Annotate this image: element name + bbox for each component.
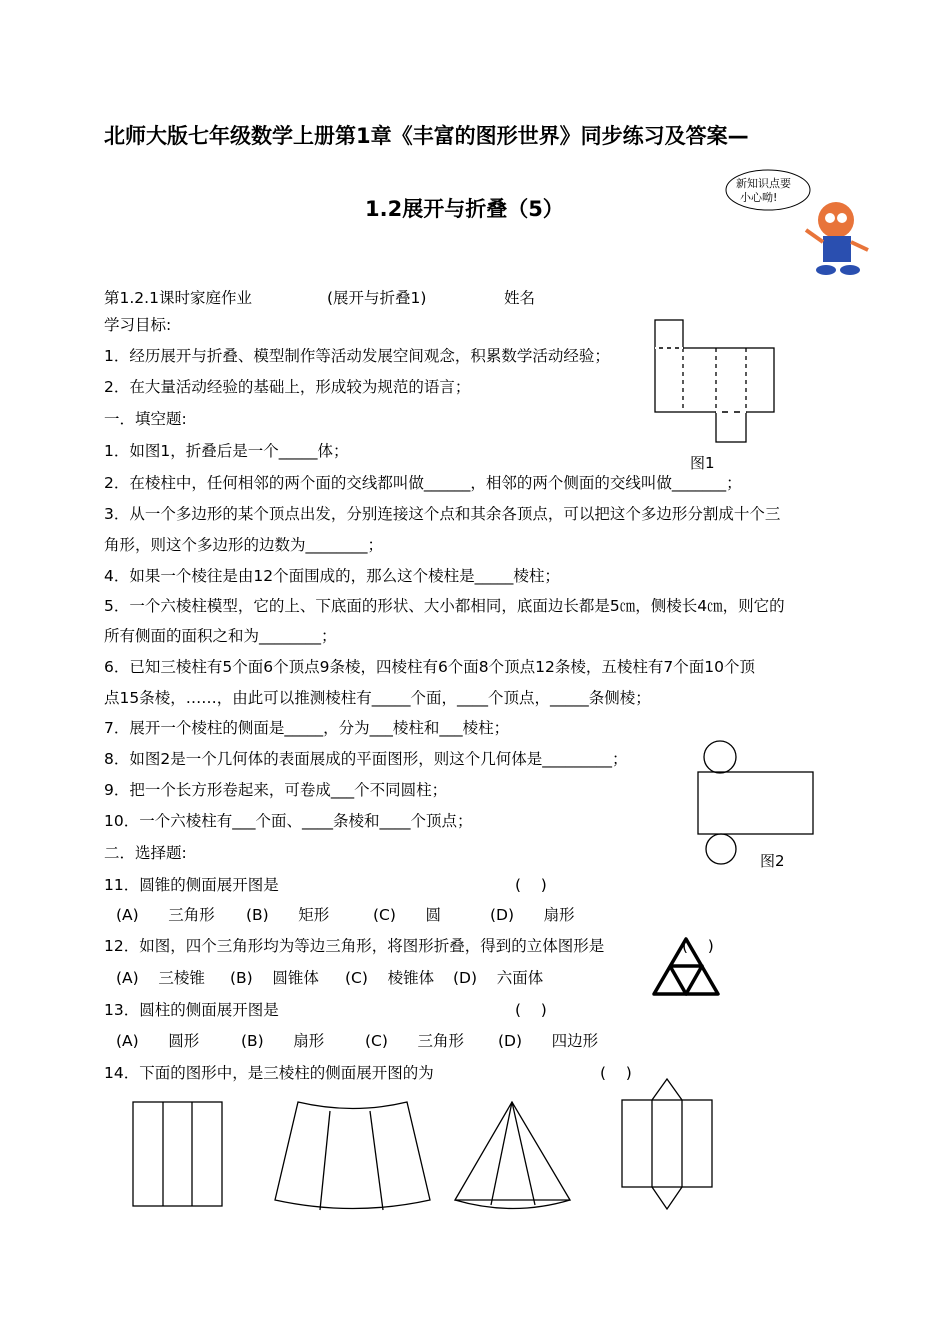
section-multiple-choice: 二．选择题: [104, 844, 187, 862]
question-8: 8．如图2是一个几何体的表面展成的平面图形，则这个几何体是_________； [104, 750, 628, 768]
q11-option-c: (C) 圆 [373, 906, 441, 924]
q14-figure-c [455, 1102, 570, 1209]
question-9: 9．把一个长方形卷起来，可卷成___个不同圆柱； [104, 781, 448, 799]
lesson-label: 第1.2.1课时家庭作业 [104, 289, 252, 307]
triangle-net-figure [650, 935, 722, 999]
figure-2-net [690, 738, 820, 868]
q14-figure-a [133, 1102, 222, 1206]
question-5-cont: 所有侧面的面积之和为________； [104, 627, 337, 645]
q11-option-a: (A) 三角形 [116, 906, 215, 924]
question-4: 4．如果一个棱往是由12个面围成的，那么这个棱柱是_____棱柱； [104, 567, 560, 585]
goal-1: 1．经历展开与折叠、模型制作等活动发展空间观念，积累数学活动经验； [104, 347, 610, 365]
goal-2: 2．在大量活动经验的基础上，形成较为规范的语言； [104, 378, 471, 396]
question-1: 1．如图1，折叠后是一个_____体； [104, 442, 349, 460]
q12-option-a: (A) 三棱锥 [116, 969, 205, 987]
question-5: 5．一个六棱柱模型，它的上、下底面的形状、大小都相同，底面边长都是5㎝，侧棱长4㎝，则它的 [104, 597, 785, 615]
question-3: 3．从一个多边形的某个顶点出发，分别连接这个点和其余各顶点，可以把这个多边形分割成十个三 [104, 505, 781, 523]
question-7: 7．展开一个棱柱的侧面是_____，分为___棱柱和___棱柱； [104, 719, 510, 737]
q14-figures [125, 1075, 725, 1215]
figure-1-caption: 图1 [690, 454, 715, 472]
q13-option-d: (D) 四边形 [498, 1032, 599, 1050]
q11-option-d: (D) 扇形 [490, 906, 575, 924]
figure-1-net [650, 315, 780, 445]
question-12: 12．如图，四个三角形均为等边三角形，将图形折叠，得到的立体图形是 [104, 937, 605, 955]
name-label: 姓名 [504, 289, 536, 307]
svg-text:小心呦!: 小心呦! [740, 191, 778, 204]
answer-paren-12: ( ) [682, 937, 714, 955]
question-3-cont: 角形，则这个多边形的边数为________； [104, 536, 384, 554]
question-6: 6．已知三棱柱有5个面6个顶点9条棱，四棱柱有6个面8个顶点12条棱，五棱柱有7个面10个顶 [104, 658, 755, 676]
goals-label: 学习目标: [104, 316, 172, 334]
question-13: 13．圆柱的侧面展开图是 [104, 1001, 279, 1019]
q14-figure-d [622, 1079, 712, 1209]
q14-figure-b [275, 1102, 430, 1210]
answer-paren-11: ( ) [515, 876, 547, 894]
answer-paren-13: ( ) [515, 1001, 547, 1019]
question-6-cont: 点15条棱，……，由此可以推测棱柱有_____个面，____个顶点，_____条侧棱； [104, 689, 651, 707]
answer-paren-14: ( ) [600, 1064, 632, 1082]
question-10: 10．一个六棱柱有___个面、____条棱和____个顶点； [104, 812, 473, 830]
mascot-bubble-text: 新知识点要 [736, 177, 791, 190]
topic-label: (展开与折叠1) [327, 289, 427, 307]
doc-subtitle: 1.2展开与折叠（5） [365, 197, 564, 221]
q12-option-b: (B) 圆锥体 [230, 969, 319, 987]
mascot-illustration [718, 168, 878, 280]
question-14: 14．下面的图形中，是三棱柱的侧面展开图的为 [104, 1064, 434, 1082]
figure-2-caption: 图2 [760, 852, 785, 870]
q12-option-c: (C) 棱锥体 [345, 969, 435, 987]
question-2: 2．在棱柱中，任何相邻的两个面的交线都叫做______，相邻的两个侧面的交线叫做_______； [104, 474, 742, 492]
question-11: 11．圆锥的侧面展开图是 [104, 876, 279, 894]
q13-option-a: (A) 圆形 [116, 1032, 200, 1050]
doc-title: 北师大版七年级数学上册第1章《丰富的图形世界》同步练习及答案— [104, 124, 749, 148]
q13-option-b: (B) 扇形 [241, 1032, 325, 1050]
section-fill-blank: 一．填空题: [104, 410, 187, 428]
q13-option-c: (C) 三角形 [365, 1032, 464, 1050]
q12-option-d: (D) 六面体 [453, 969, 544, 987]
q11-option-b: (B) 矩形 [246, 906, 330, 924]
